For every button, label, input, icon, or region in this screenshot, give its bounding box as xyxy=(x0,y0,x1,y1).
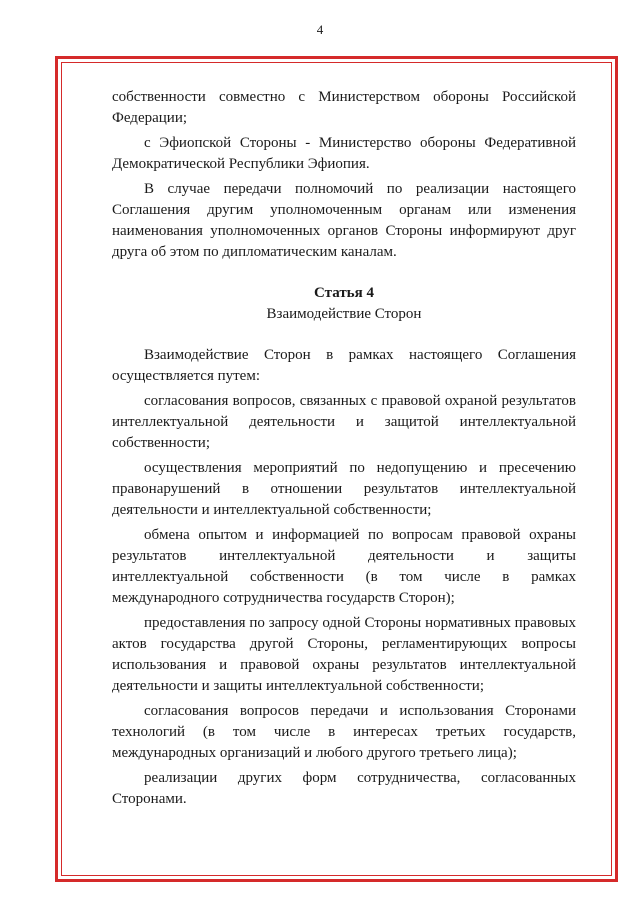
list-item: предоставления по запросу одной Стороны нормативных правовых актов государства другой Стороны, регламентирующих вопросы использования и правовой охраны результатов интеллектуальной деятельности и защиты интеллектуальной собственности; xyxy=(112,615,576,694)
article-subtitle: Взаимодействие Сторон xyxy=(266,306,422,322)
list-item: согласования вопросов передачи и использования Сторонами технологий (в том числе в интересах третьих государств, международных организаций и любого другого третьего лица); xyxy=(112,703,576,761)
article-title: Статья 4 xyxy=(314,285,374,301)
page-number: 4 xyxy=(316,22,324,37)
document-body xyxy=(112,87,576,814)
list-item: согласования вопросов, связанных с правовой охраной результатов интеллектуальной деятельности и защитой интеллектуальной собственности; xyxy=(112,393,576,451)
paragraph: с Эфиопской Стороны - Министерство обороны Федеративной Демократической Республики Эфиопия. xyxy=(112,135,576,172)
list-item: реализации других форм сотрудничества, согласованных Сторонами. xyxy=(112,770,576,807)
paragraph: Взаимодействие Сторон в рамках настоящего Соглашения осуществляется путем: xyxy=(112,347,576,384)
list-item: осуществления мероприятий по недопущению и пресечению правонарушений в отношении результатов интеллектуальной деятельности и интеллектуальной собственности; xyxy=(112,460,576,518)
paragraph: В случае передачи полномочий по реализации настоящего Соглашения другим уполномоченным органам или изменения наименования уполномоченных органов Стороны информируют друг друга об этом по дипломатическим каналам. xyxy=(112,181,576,260)
paragraph: собственности совместно с Министерством обороны Российской Федерации; xyxy=(112,89,576,126)
list-item: обмена опытом и информацией по вопросам правовой охраны результатов интеллектуальной деятельности и защиты интеллектуальной собственности (в том числе в рамках международного сотрудничества государств Сторон); xyxy=(112,527,576,606)
